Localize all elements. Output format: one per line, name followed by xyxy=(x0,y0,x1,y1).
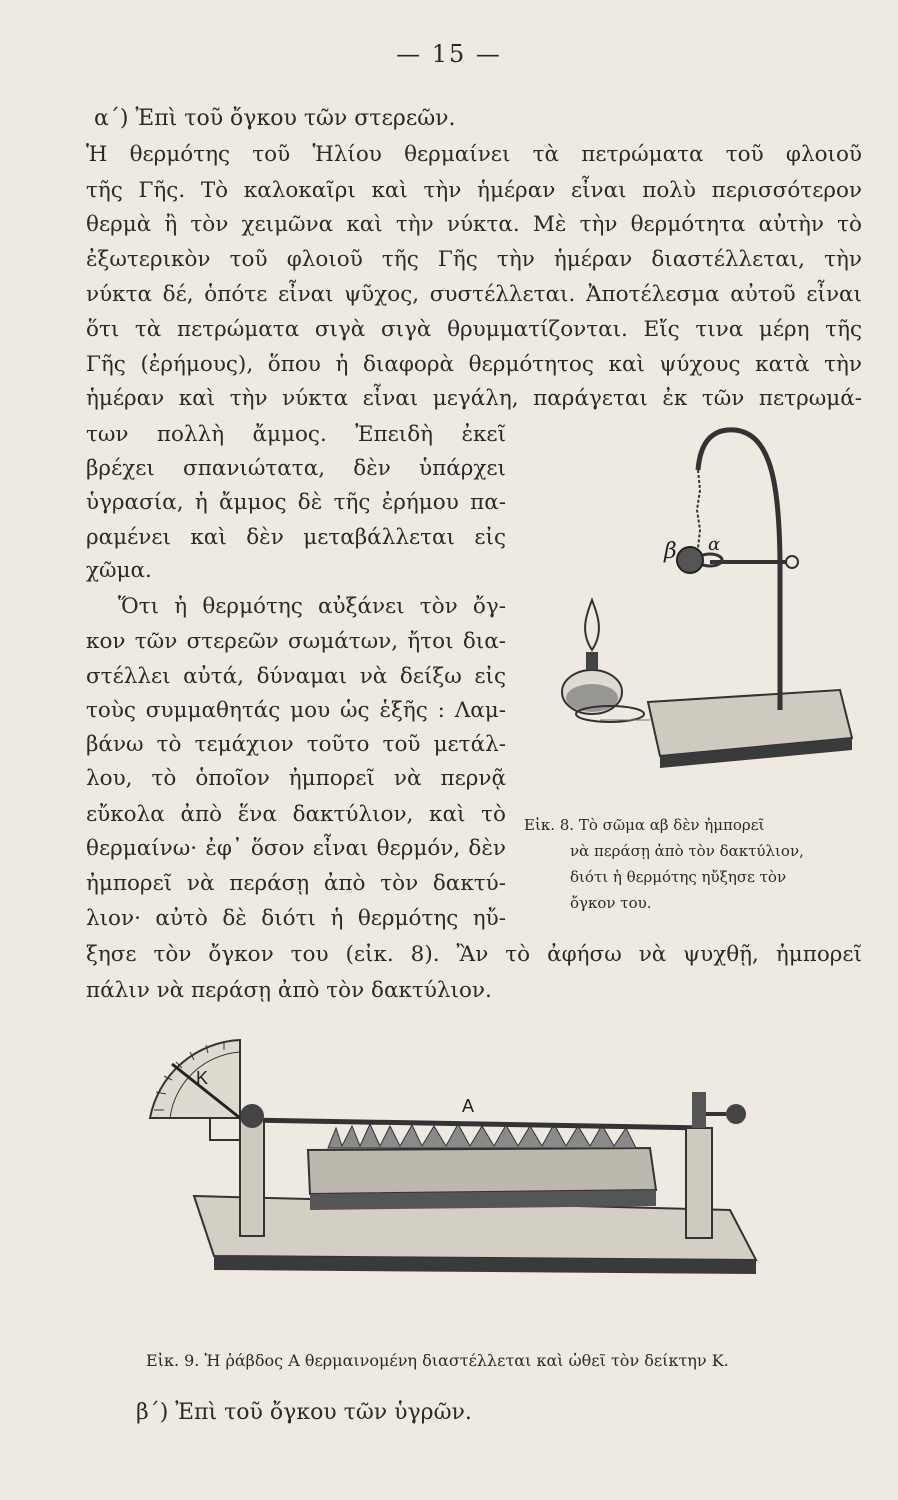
figure-9-rod-expansion-apparatus xyxy=(130,1030,770,1280)
figure-8-caption-line: νὰ περάσῃ ἀπὸ τὸν δακτύλιον, xyxy=(570,842,804,860)
text-line: λου, τὸ ὁποῖον ἠμπορεῖ νὰ περνᾷ xyxy=(86,766,506,791)
text-line: Γῆς (ἐρήμους), ὅπου ἡ διαφορὰ θερμότητος καὶ ψύχους κατὰ τὴν xyxy=(86,352,862,377)
text-line: πάλιν νὰ περάσῃ ἀπὸ τὸν δακτύλιον. xyxy=(86,978,492,1003)
text-line: Ὅτι ἡ θερμότης αὐξάνει τὸν ὄγ- xyxy=(118,594,506,619)
text-line: ραμένει καὶ δὲν μεταβάλλεται εἰς xyxy=(86,525,506,550)
text-line: τοὺς συμμαθητάς μου ὡς ἑξῆς : Λαμ- xyxy=(86,698,506,723)
section-heading-b: β΄) Ἐπὶ τοῦ ὄγκου τῶν ὑγρῶν. xyxy=(136,1400,472,1425)
text-line: ὑγρασία, ἡ ἄμμος δὲ τῆς ἐρήμου πα- xyxy=(86,490,506,515)
text-line: τῆς Γῆς. Τὸ καλοκαῖρι καὶ τὴν ἡμέραν εἶναι πολὺ περισσότερον xyxy=(86,178,862,203)
text-line: ὅτι τὰ πετρώματα σιγὰ σιγὰ θρυμματίζονται. Εἴς τινα μέρη τῆς xyxy=(86,317,862,342)
text-line: εὔκολα ἀπὸ ἕνα δακτύλιον, καὶ τὸ xyxy=(86,802,506,827)
page-number: — 15 — xyxy=(396,40,502,68)
figure-8-ball-ring-apparatus xyxy=(540,420,880,780)
figure-8-label-a: α xyxy=(708,534,721,555)
figure-9-caption: Εἰκ. 9. Ἡ ῥάβδος Α θερμαινομένη διαστέλλεται καὶ ὠθεῖ τὸν δείκτην Κ. xyxy=(146,1351,729,1370)
text-line: των πολλὴ ἄμμος. Ἐπειδὴ ἐκεῖ xyxy=(86,422,506,447)
text-line: Ἡ θερμότης τοῦ Ἡλίου θερμαίνει τὰ πετρώματα τοῦ φλοιοῦ xyxy=(86,142,862,167)
section-heading-a: α΄) Ἐπὶ τοῦ ὄγκου τῶν στερεῶν. xyxy=(94,106,456,131)
text-line: θερμαίνω· ἐφ᾽ ὅσον εἶναι θερμόν, δὲν xyxy=(86,836,506,861)
text-line: κον τῶν στερεῶν σωμάτων, ἤτοι δια- xyxy=(86,629,506,654)
text-line: βάνω τὸ τεμάχιον τοῦτο τοῦ μετάλ- xyxy=(86,732,506,757)
text-line: ξησε τὸν ὄγκον του (εἰκ. 8). Ἂν τὸ ἀφήσω νὰ ψυχθῇ, ἠμπορεῖ xyxy=(86,942,862,967)
figure-9-label-k: K xyxy=(196,1068,209,1088)
text-line: χῶμα. xyxy=(86,558,152,583)
text-line: στέλλει αὐτά, δύναμαι νὰ δείξω εἰς xyxy=(86,664,506,689)
text-line: λιον· αὐτὸ δὲ διότι ἡ θερμότης ηὔ- xyxy=(86,906,506,931)
text-line: βρέχει σπανιώτατα, δὲν ὑπάρχει xyxy=(86,456,506,481)
figure-9-label-a: A xyxy=(462,1096,475,1116)
figure-8-caption-line: Εἰκ. 8. Τὸ σῶμα αβ δὲν ἠμπορεῖ xyxy=(524,816,765,834)
text-line: νύκτα δέ, ὁπότε εἶναι ψῦχος, συστέλλεται. Ἀποτέλεσμα αὐτοῦ εἶναι xyxy=(86,282,862,307)
text-line: θερμὰ ἢ τὸν χειμῶνα καὶ τὴν νύκτα. Μὲ τὴν θερμότητα αὐτὴν τὸ xyxy=(86,212,862,237)
figure-8-caption-line: ὄγκον του. xyxy=(570,894,652,912)
text-line: ἠμπορεῖ νὰ περάσῃ ἀπὸ τὸν δακτύ- xyxy=(86,871,506,896)
text-line: ἐξωτερικὸν τοῦ φλοιοῦ τῆς Γῆς τὴν ἡμέραν διαστέλλεται, τὴν xyxy=(86,247,862,272)
figure-8-caption-line: διότι ἡ θερμότης ηὔξησε τὸν xyxy=(570,868,787,886)
text-line: ἡμέραν καὶ τὴν νύκτα εἶναι μεγάλη, παράγεται ἐκ τῶν πετρωμά- xyxy=(86,386,862,411)
figure-8-label-b: β xyxy=(664,539,677,564)
